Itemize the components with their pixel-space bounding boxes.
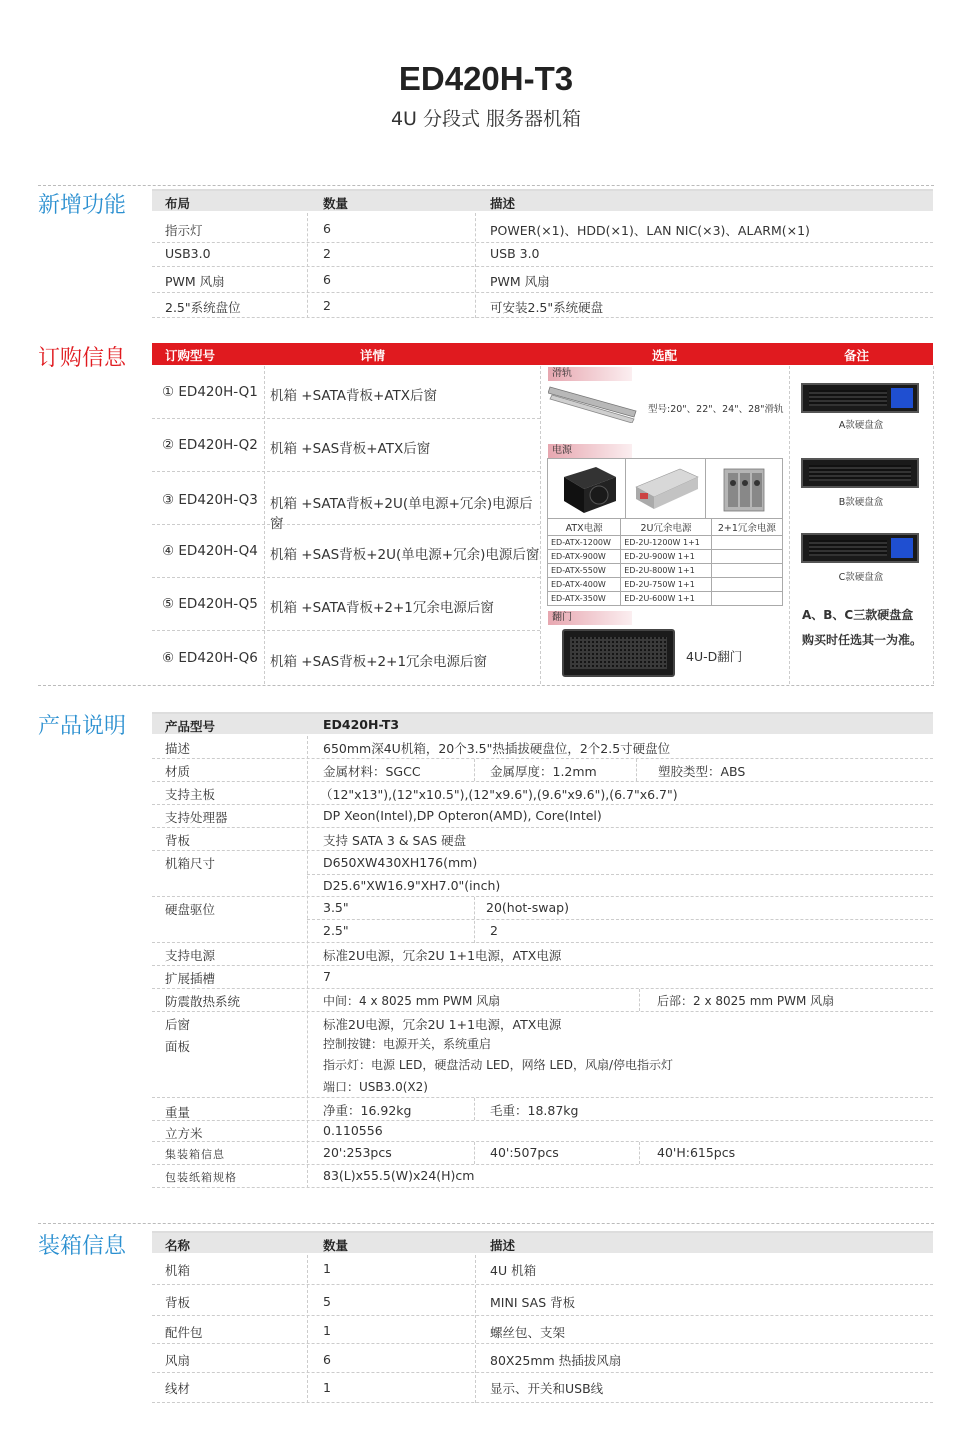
remark-note-2: 购买时任选其一为准。 bbox=[802, 633, 923, 647]
table-cell: PWM 风扇 bbox=[490, 274, 550, 289]
psu-cell: ED-ATX-1200W bbox=[548, 536, 621, 550]
features-table-header bbox=[152, 189, 933, 211]
psu-cell: ED-2U-900W 1+1 bbox=[621, 550, 711, 564]
spec-row bbox=[152, 1012, 933, 1035]
section-title-ordering: 订购信息 bbox=[38, 346, 127, 371]
psu-cell: ED-2U-600W 1+1 bbox=[621, 592, 711, 606]
order-model: ⑤ ED420H-Q5 bbox=[162, 596, 258, 612]
psu-image-box bbox=[547, 458, 783, 518]
spec-value: DP Xeon(Intel),DP Opteron(AMD), Core(Intel) bbox=[323, 808, 602, 823]
order-model: ④ ED420H-Q4 bbox=[162, 543, 258, 559]
spec-label: 描述 bbox=[165, 741, 191, 756]
table-cell: 1 bbox=[323, 1261, 331, 1276]
section-title-product: 产品说明 bbox=[38, 714, 127, 739]
drive-cage-c-label: C款硬盘盒 bbox=[838, 572, 884, 583]
table-cell: USB 3.0 bbox=[490, 246, 540, 261]
order-detail: 机箱 +SATA背板+ATX后窗 bbox=[270, 388, 438, 404]
table-row bbox=[152, 1373, 933, 1403]
spec-row bbox=[152, 828, 933, 851]
table-cell: USB3.0 bbox=[165, 246, 211, 261]
table-row bbox=[152, 217, 933, 243]
divider bbox=[474, 759, 475, 781]
divider bbox=[933, 366, 934, 684]
psu-cell: ED-ATX-400W bbox=[548, 578, 621, 592]
order-row bbox=[152, 366, 540, 419]
spec-row bbox=[152, 1165, 933, 1188]
section-title-features: 新增功能 bbox=[38, 193, 127, 218]
spec-value: 650mm深4U机箱，20个3.5"热插拔硬盘位，2个2.5寸硬盘位 bbox=[323, 741, 671, 756]
spec-label: 防震散热系统 bbox=[165, 994, 241, 1009]
table-cell: 可安装2.5"系统硬盘 bbox=[490, 300, 604, 315]
spec-value: 中间：4 x 8025 mm PWM 风扇 bbox=[323, 994, 501, 1008]
order-detail: 机箱 +SAS背板+2+1冗余电源后窗 bbox=[270, 654, 488, 670]
divider bbox=[474, 1098, 475, 1120]
spec-row bbox=[152, 966, 933, 989]
order-model: ① ED420H-Q1 bbox=[162, 384, 258, 400]
psu-cell: ED-2U-1200W 1+1 bbox=[621, 536, 711, 550]
divider bbox=[307, 919, 933, 920]
spec-value: 塑胶类型：ABS bbox=[658, 764, 746, 779]
col-header: 选配 bbox=[652, 348, 678, 363]
spec-row bbox=[152, 1142, 933, 1165]
spec-value: 毛重：18.87kg bbox=[490, 1103, 579, 1118]
spec-label: 面板 bbox=[165, 1039, 191, 1054]
spec-label: 材质 bbox=[165, 764, 191, 779]
atx-psu-image bbox=[556, 463, 618, 515]
rail-note: 型号:20"、22"、24"、28"滑轨 bbox=[648, 404, 784, 415]
divider bbox=[540, 366, 541, 684]
door-label: 4U-D翻门 bbox=[686, 649, 743, 664]
door-image bbox=[562, 629, 675, 677]
table-cell: 配件包 bbox=[165, 1325, 203, 1340]
table-cell: 1 bbox=[323, 1323, 331, 1338]
psu-cell bbox=[711, 536, 782, 550]
option-tag-psu: 电源 bbox=[548, 444, 632, 458]
spec-value: 20':253pcs bbox=[323, 1145, 392, 1160]
table-row bbox=[152, 293, 933, 318]
table-cell: 2 bbox=[323, 298, 331, 313]
drive-cage-b-image bbox=[801, 458, 919, 488]
psu-col-header: 2U冗余电源 bbox=[621, 519, 711, 536]
psu-cell bbox=[711, 550, 782, 564]
spec-value: 金属厚度：1.2mm bbox=[490, 764, 597, 779]
col-header: 备注 bbox=[844, 348, 870, 363]
col-header: 产品型号 bbox=[165, 719, 216, 734]
table-cell: PWM 风扇 bbox=[165, 274, 225, 289]
spec-value: 指示灯：电源 LED，硬盘活动 LED，网络 LED，风扇/停电指示灯 bbox=[323, 1058, 674, 1072]
col-header: 数量 bbox=[323, 1238, 349, 1253]
table-cell: 背板 bbox=[165, 1295, 191, 1310]
spec-value: 20(hot-swap) bbox=[486, 900, 569, 915]
spec-value: 3.5" bbox=[323, 900, 349, 915]
order-row bbox=[152, 631, 540, 684]
spec-value: 端口：USB3.0(X2) bbox=[323, 1080, 428, 1094]
psu-cell bbox=[711, 564, 782, 578]
order-model: ③ ED420H-Q3 bbox=[162, 492, 258, 508]
spec-value: 40':507pcs bbox=[490, 1145, 559, 1160]
table-cell: 线材 bbox=[165, 1381, 191, 1396]
spec-label: 集装箱信息 bbox=[165, 1148, 225, 1161]
divider bbox=[625, 459, 626, 519]
spec-row bbox=[152, 989, 933, 1012]
spec-value: 支持 SATA 3 & SAS 硬盘 bbox=[323, 833, 467, 848]
table-cell: MINI SAS 背板 bbox=[490, 1295, 576, 1310]
spec-value: 40'H:615pcs bbox=[657, 1145, 736, 1160]
ordering-table-header bbox=[152, 343, 933, 365]
table-cell: 2 bbox=[323, 246, 331, 261]
col-header: 数量 bbox=[323, 196, 349, 211]
table-row bbox=[152, 267, 933, 293]
page-subtitle: 4U 分段式 服务器机箱 bbox=[390, 108, 582, 130]
spec-label: 支持处理器 bbox=[165, 810, 228, 825]
spec-value: （12"x13"),(12"x10.5"),(12"x9.6"),(9.6"x9.6"),(6.7"x6.7") bbox=[320, 787, 678, 802]
option-tag-rail: 滑轨 bbox=[548, 367, 632, 381]
table-cell: 6 bbox=[323, 272, 331, 287]
spec-label: 硬盘驱位 bbox=[165, 902, 216, 917]
divider bbox=[789, 366, 790, 684]
spec-row bbox=[152, 805, 933, 828]
table-cell: 显示、开关和USB线 bbox=[490, 1381, 604, 1396]
spec-value: 2.5" bbox=[323, 923, 349, 938]
spec-row bbox=[152, 943, 933, 966]
order-row bbox=[152, 419, 540, 472]
psu-cell: ED-2U-750W 1+1 bbox=[621, 578, 711, 592]
rail-image bbox=[548, 383, 638, 423]
section-title-packing: 装箱信息 bbox=[38, 1234, 127, 1259]
divider bbox=[474, 897, 475, 943]
spec-value: 7 bbox=[323, 969, 331, 984]
spec-value: D25.6"XW16.9"XH7.0"(inch) bbox=[323, 878, 501, 893]
col-header: 详情 bbox=[360, 348, 386, 363]
col-header: 描述 bbox=[490, 1238, 516, 1253]
spec-label: 机箱尺寸 bbox=[165, 856, 216, 871]
table-row bbox=[152, 243, 933, 267]
col-header: 订购型号 bbox=[165, 348, 216, 363]
order-detail: 机箱 +SAS背板+2U(单电源+冗余)电源后窗 bbox=[270, 547, 540, 563]
psu-cell: ED-ATX-350W bbox=[548, 592, 621, 606]
order-detail: 机箱 +SAS背板+ATX后窗 bbox=[270, 441, 431, 457]
spec-row bbox=[152, 897, 933, 943]
table-row bbox=[152, 1255, 933, 1285]
drive-cage-a-label: A款硬盘盒 bbox=[838, 420, 884, 431]
divider bbox=[38, 1223, 934, 1224]
order-row bbox=[152, 472, 540, 532]
table-cell: 机箱 bbox=[165, 1263, 191, 1278]
spec-value: D650XW430XH176(mm) bbox=[323, 855, 478, 870]
spec-value: 净重：16.92kg bbox=[323, 1103, 412, 1118]
drive-cage-b-label: B款硬盘盒 bbox=[838, 497, 884, 508]
spec-label: 重量 bbox=[165, 1105, 191, 1120]
spec-row bbox=[152, 1121, 933, 1142]
order-detail: 机箱 +SATA背板+2+1冗余电源后窗 bbox=[270, 600, 494, 616]
table-cell: 4U 机箱 bbox=[490, 1263, 537, 1278]
spec-value: 标准2U电源，冗余2U 1+1电源，ATX电源 bbox=[323, 1017, 562, 1032]
divider bbox=[38, 685, 934, 686]
spec-row bbox=[152, 782, 933, 805]
drive-cage-c-image bbox=[801, 533, 919, 563]
redundant-psu-image bbox=[632, 463, 702, 515]
spec-value: 0.110556 bbox=[323, 1123, 383, 1138]
table-cell: 螺丝包、支架 bbox=[490, 1325, 566, 1340]
table-cell: 5 bbox=[323, 1294, 331, 1309]
drive-cage-a-image bbox=[801, 383, 919, 413]
packing-table-header bbox=[152, 1231, 933, 1253]
psu-cell bbox=[711, 592, 782, 606]
divider bbox=[474, 1142, 475, 1164]
divider bbox=[38, 185, 934, 186]
table-cell: 6 bbox=[323, 1352, 331, 1367]
divider bbox=[639, 1142, 640, 1164]
psu-cell: ED-ATX-550W bbox=[548, 564, 621, 578]
spec-row bbox=[152, 736, 933, 759]
spec-label: 扩展插槽 bbox=[165, 971, 216, 986]
table-cell: POWER(×1)、HDD(×1)、LAN NIC(×3)、ALARM(×1) bbox=[490, 223, 810, 238]
col-header: 名称 bbox=[165, 1238, 191, 1253]
product-table-header bbox=[152, 712, 933, 734]
table-row bbox=[152, 1316, 933, 1344]
spec-label: 后窗 bbox=[165, 1017, 191, 1032]
table-cell: 风扇 bbox=[165, 1353, 191, 1368]
psu-cell: ED-2U-800W 1+1 bbox=[621, 564, 711, 578]
model-value: ED420H-T3 bbox=[323, 717, 400, 732]
psu-table bbox=[547, 518, 783, 606]
spec-value: 2 bbox=[490, 923, 498, 938]
spec-value: 83(L)x55.5(W)x24(H)cm bbox=[323, 1168, 475, 1183]
table-cell: 2.5"系统盘位 bbox=[165, 300, 241, 315]
table-cell: 指示灯 bbox=[165, 223, 203, 238]
table-row bbox=[152, 1344, 933, 1373]
table-cell: 1 bbox=[323, 1380, 331, 1395]
psu-cell bbox=[711, 578, 782, 592]
spec-value: 控制按键：电源开关，系统重启 bbox=[323, 1037, 492, 1051]
spec-value: 后部：2 x 8025 mm PWM 风扇 bbox=[657, 994, 835, 1008]
order-detail: 机箱 +SATA背板+2U(单电源+冗余)电源后窗 bbox=[270, 496, 533, 532]
col-header: 描述 bbox=[490, 196, 516, 211]
door-grill bbox=[570, 637, 667, 669]
psu-cell: ED-ATX-900W bbox=[548, 550, 621, 564]
option-tag-door: 翻门 bbox=[548, 611, 632, 625]
table-row bbox=[152, 1285, 933, 1316]
order-row bbox=[152, 578, 540, 631]
spec-value: 标准2U电源，冗余2U 1+1电源，ATX电源 bbox=[323, 948, 562, 963]
divider bbox=[639, 989, 640, 1011]
psu-col-header: 2+1冗余电源 bbox=[711, 519, 782, 536]
spec-row bbox=[152, 851, 933, 897]
divider bbox=[307, 874, 933, 875]
col-header: 布局 bbox=[165, 196, 191, 211]
psu-col-header: ATX电源 bbox=[548, 519, 621, 536]
spec-label: 支持主板 bbox=[165, 787, 216, 802]
remark-note-1: A、B、C三款硬盘盒 bbox=[802, 608, 914, 622]
table-cell: 6 bbox=[323, 221, 331, 236]
spec-label: 立方米 bbox=[165, 1126, 203, 1141]
spec-value: 金属材料：SGCC bbox=[323, 764, 421, 779]
order-model: ⑥ ED420H-Q6 bbox=[162, 650, 258, 666]
spec-row bbox=[152, 1098, 933, 1121]
table-cell: 80X25mm 热插拔风扇 bbox=[490, 1353, 622, 1368]
divider bbox=[636, 759, 637, 781]
spec-row bbox=[152, 1035, 933, 1098]
order-row bbox=[152, 525, 540, 578]
spec-label: 支持电源 bbox=[165, 948, 216, 963]
order-model: ② ED420H-Q2 bbox=[162, 437, 258, 453]
spec-label: 背板 bbox=[165, 833, 191, 848]
divider bbox=[705, 459, 706, 519]
spec-row bbox=[152, 759, 933, 782]
two-plus-one-psu-image bbox=[712, 463, 778, 515]
spec-label: 包装纸箱规格 bbox=[165, 1171, 237, 1184]
page-title: ED420H-T3 bbox=[398, 60, 574, 97]
